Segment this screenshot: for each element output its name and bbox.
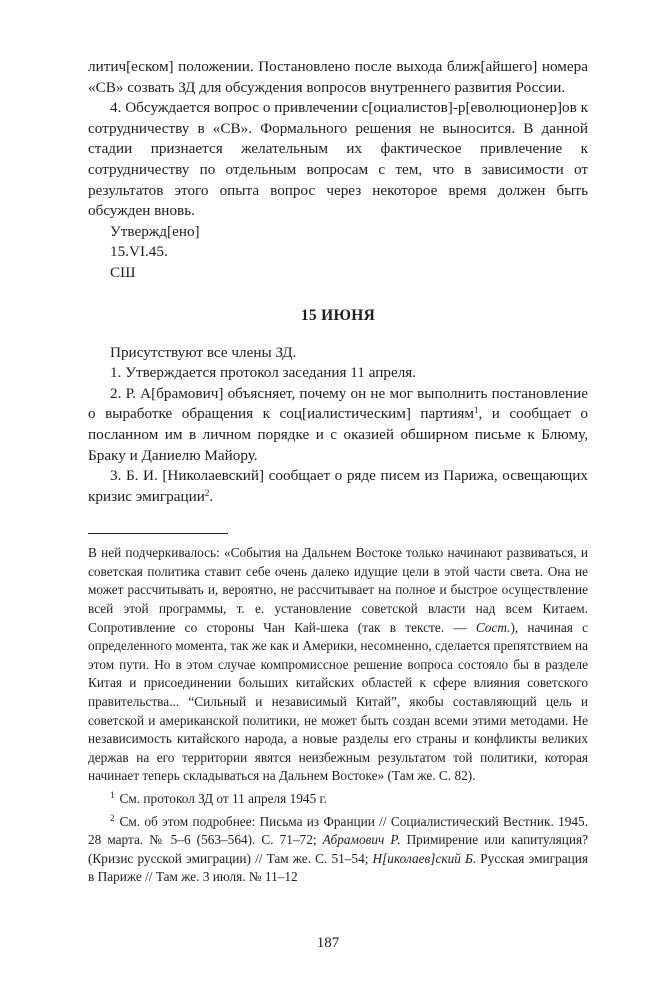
attendance-line: Присутствуют все члены ЗД.	[110, 343, 297, 361]
footnotes	[88, 544, 588, 887]
footnote-continuation-text: В ней подчеркивалось: «События на Дальнем Востоке только начинают развиваться, и советская политика ставит себе очень далеко идущие цели в этой части света. Она не может рассчитывать и, вероятно, не рассчитывает на полное и быстрое осуществление всей этой программы, т. е. установление советской власти над всем Китаем. Сопротивление со стороны Чан Кай-шека (так в тексте. —	[88, 545, 588, 635]
footnote-2-number: 2	[110, 812, 115, 823]
footnote-2-part-a: См. об этом подробнее: Письма из Франции // Социалистический Вестник. 1945. 28 марта. № 5–6 (563–564). С. 71–72;	[88, 813, 588, 848]
footnote-2	[88, 813, 588, 887]
footnote-2-author-abramovich: Абрамович Р.	[322, 832, 401, 848]
approval-date: 15.VI.45.	[110, 243, 168, 261]
footnote-1-text: См. протокол ЗД от 11 апреля 1945 г.	[119, 791, 327, 806]
footnote-1-number: 1	[110, 790, 115, 800]
paragraph-item-4: 4. Обсуждается вопрос о привлечении с[оциалистов]-р[еволюционер]ов к сотрудничеству в «СВ». Формального решения не выносится. В данной стадии признается желательным их фактическое привлечение к сотрудничеству по отдельным вопросам с тем, что в зависимости от результатов этого опыта вопрос через некоторое время должен быть обсужден вновь.	[88, 99, 588, 220]
minutes-item-3	[88, 466, 588, 507]
minutes-item-3-text: 3. Б. И. [Николаевский] сообщает о ряде писем из Парижа, освещающих кризис эмиграции	[88, 467, 588, 505]
footnote-2-part-e: Русская эмиграция в Париже // Там же. 3 июля. № 11–12	[88, 850, 588, 885]
top-text	[88, 57, 588, 222]
book-page	[88, 57, 588, 887]
footnote-2-part-c: Примирение или капитуляция? (Кризис русской эмиграции) // Там же. С. 51–54;	[88, 832, 588, 866]
page-number: 187	[316, 935, 340, 951]
approval-block	[88, 222, 588, 284]
paragraph-continuation: литич[еском] положении. Постановлено после выхода ближ[айшего] номера «СВ» созвать ЗД для обсуждения вопросов внутреннего развития России.	[88, 58, 588, 96]
footnote-1	[88, 790, 588, 809]
footnote-continuation-tail: ), начиная с определенного момента, так же как и Америки, несомненно, сделается препятствием на этом пути. Но в этом случае компромиссное решение вопроса состояло бы в разделе Китая и присоединении больших китайских областей к сфере влияния советского правительства... “Сильный и независимый Китай”, якобы составляющий цель и советской и американской политики, не может быть создан всеми этими методами. Не независимость китайского народа, а новые разделы его страны и конфликты великих держав на его территории явятся неизбежным результатом той политики, которая начинает теперь складываться на Дальнем Востоке» (Там же. С. 82).	[88, 619, 588, 784]
footnote-divider	[88, 533, 228, 534]
footnote-ref-2: 2	[204, 487, 210, 498]
approval-initials: СШ	[110, 263, 136, 281]
minutes-item-1: 1. Утверждается протокол заседания 11 апреля.	[110, 364, 417, 382]
footnote-compilers-abbrev: Сост.	[475, 619, 511, 635]
minutes-text	[88, 343, 588, 508]
approval-label: Утвержд[ено]	[110, 222, 200, 240]
minutes-item-2-tail: , и сообщает о посланном им в личном порядке и с оказией обширном письме к Блюму, Браку и Даниелю Майору.	[88, 405, 588, 464]
minutes-item-2	[88, 384, 588, 466]
footnote-2-author-nikolaevsky: Н[иколаев]ский Б.	[372, 850, 477, 866]
minutes-item-3-tail: .	[209, 487, 214, 505]
footnote-ref-1: 1	[474, 405, 479, 416]
minutes-item-2-text: 2. Р. А[брамович] объясняет, почему он не мог выполнить постановление о выработке обращения к соц[иалистическим] партиям	[88, 384, 588, 423]
footnote-continuation	[88, 544, 588, 786]
section-heading: 15 ИЮНЯ	[300, 306, 376, 324]
